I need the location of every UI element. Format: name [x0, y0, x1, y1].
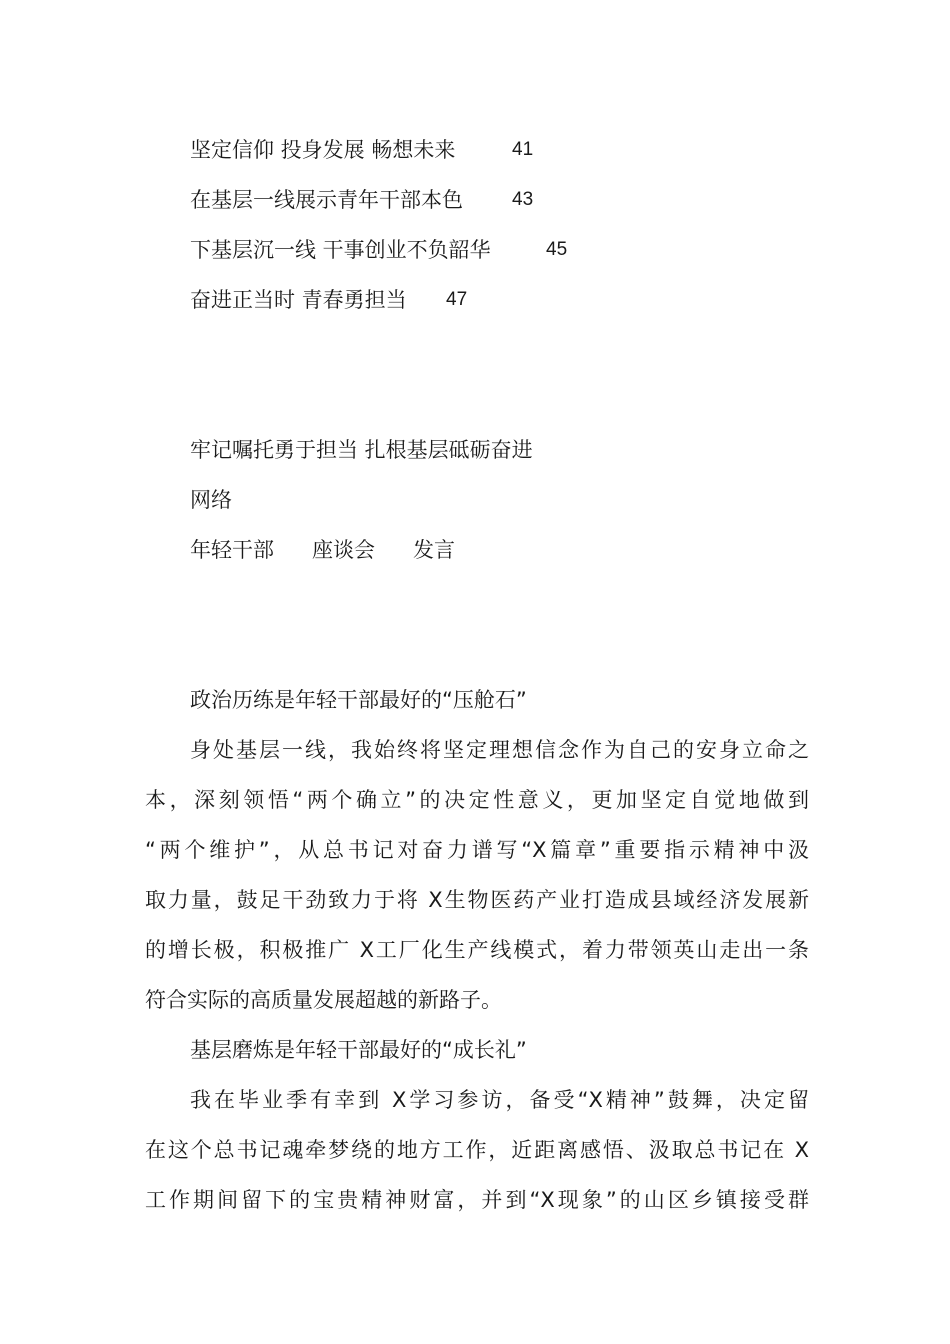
- toc-entry-page: 47: [446, 289, 468, 310]
- keyword: 发言: [413, 538, 455, 562]
- paragraph-line: 身处基层一线，我始终将坚定理想信念作为自己的安身立命之: [190, 738, 809, 762]
- keyword: 年轻干部: [190, 538, 274, 562]
- toc-entry-title: 坚定信仰 投身发展 畅想未来: [190, 138, 456, 162]
- toc-entry[interactable]: [190, 187, 534, 213]
- paragraph-line: “两个维护”，从总书记对奋力谱写“X篇章”重要指示精神中汲: [145, 838, 809, 862]
- toc-entry-title: 下基层沉一线 干事创业不负韶华: [190, 238, 491, 262]
- paragraph-line: 取力量，鼓足干劲致力于将 X生物医药产业打造成县域经济发展新: [145, 888, 809, 912]
- section-heading: 基层磨炼是年轻干部最好的“成长礼”: [190, 1038, 527, 1062]
- paragraph-line: 工作期间留下的宝贵精神财富，并到“X现象”的山区乡镇接受群: [145, 1188, 809, 1212]
- paragraph-line: 本，深刻领悟“两个确立”的决定性意义，更加坚定自觉地做到: [145, 788, 809, 812]
- paragraph-line: 符合实际的高质量发展超越的新路子。: [145, 988, 502, 1012]
- keyword: 座谈会: [312, 538, 375, 562]
- section-heading: 政治历练是年轻干部最好的“压舱石”: [190, 688, 527, 712]
- article-keywords: [190, 537, 590, 563]
- toc-entry[interactable]: [190, 287, 468, 313]
- toc-entry[interactable]: [190, 137, 534, 163]
- paragraph-line: 在这个总书记魂牵梦绕的地方工作，近距离感悟、汲取总书记在 X: [145, 1138, 809, 1162]
- toc-entry-title: 奋进正当时 青春勇担当: [190, 288, 407, 312]
- toc-entry-title: 在基层一线展示青年干部本色: [190, 188, 463, 212]
- toc-entry-page: 43: [512, 189, 534, 210]
- toc-entry[interactable]: [190, 237, 568, 263]
- paragraph-line: 我在毕业季有幸到 X学习参访，备受“X精神”鼓舞，决定留: [190, 1088, 809, 1112]
- article-source: 网络: [190, 488, 232, 512]
- paragraph-line: 的增长极，积极推广 X工厂化生产线模式，着力带领英山走出一条: [145, 938, 809, 962]
- toc-entry-page: 41: [512, 139, 534, 160]
- toc-entry-page: 45: [546, 239, 568, 260]
- article-title: 牢记嘱托勇于担当 扎根基层砥砺奋进: [190, 438, 533, 462]
